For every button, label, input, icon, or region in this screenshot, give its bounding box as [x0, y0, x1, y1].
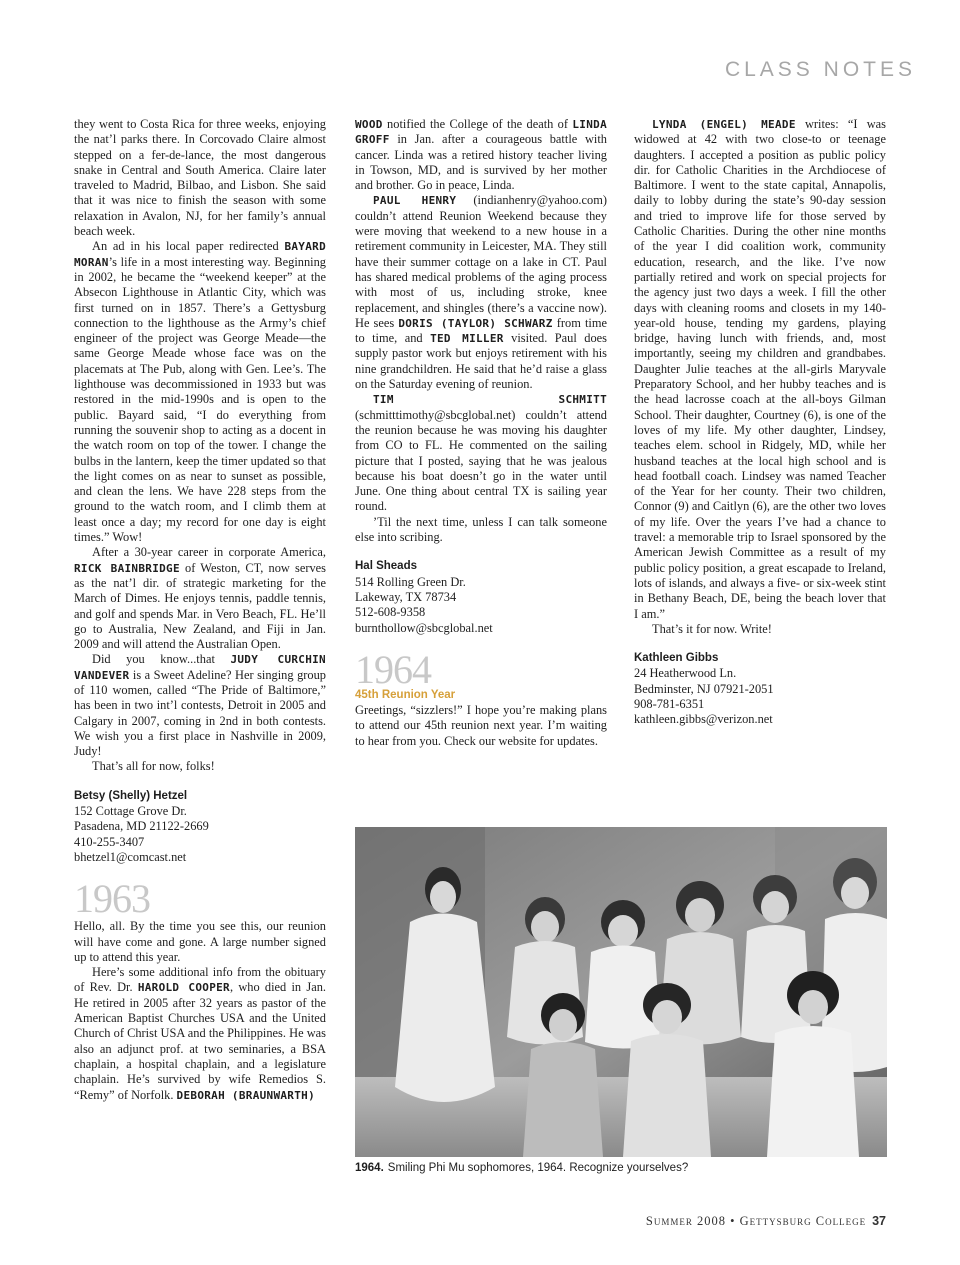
page-footer	[646, 1214, 886, 1229]
note-paragraph: After a 30-year career in corporate America, RICK BAINBRIDGE of Weston, CT, now serves as the nat’l dir. of strategic marketing for the March of Dimes. He enjoys tennis, paddle tennis, and golf and spends Mar. in Vero Beach, FL. He’ll go to Australia, New Zealand, and Fiji in Jan. 2009 and will attend the Australian Open.	[74, 545, 326, 652]
address-line: Lakeway, TX 78734	[355, 589, 457, 604]
note-paragraph: Greetings, “sizzlers!” I hope you’re making plans to attend our 45th reunion next year. I’m waiting to hear from you. Check our website for updates.	[355, 703, 607, 748]
class-secretary-address	[74, 789, 326, 865]
email-line[interactable]: kathleen.gibbs@verizon.net	[634, 712, 773, 727]
phone-line: 512-608-9358	[355, 605, 426, 620]
column-2	[355, 117, 607, 749]
note-paragraph: ’Til the next time, unless I can talk someone else into scribing.	[355, 514, 607, 545]
classmate-name: JUDY CURCHIN VANDEVER	[74, 653, 326, 682]
group-photo	[355, 827, 887, 1157]
note-paragraph: Did you know...that JUDY CURCHIN VANDEVER is a Sweet Adeline? Her singing group of 110 women, called “The Pride of Baltimore,” has been in two int’l contests, Detroit in 2005 and Calgary in 2007, coming in 2nd in both contests. We wish you a first place in Nashville in 2009, Judy!	[74, 652, 326, 759]
classmate-name: TIM SCHMITT	[373, 393, 607, 407]
classmate-name: BAYARD MORAN	[74, 240, 326, 269]
email-line[interactable]: bhetzel1@comcast.net	[74, 849, 187, 864]
note-paragraph: LYNDA (ENGEL) MEADE writes: “I was widowed at 42 with two close-to or teenage daughters. I accepted a position as public policy dir. for Catholic Charities in the Archdiocese of Baltimore. I went to the state capital, Annapolis, daily to lobby during the state’s 90-day session and tried to improve life for those served by Catholic Charities. During the other nine months of the year I did coalition work, community education, research, and the like. I’ve now partially retired and work on special projects for the agency just two days a week. I fill the other days with cleaning rooms and closets in my 140-year-old house, tending my gardens, playing bridge, having lunch with friends, and, most importantly, seeing my children and grandbabes. Daughter Julie teaches at the all-girls Maryvale Preparatory School, and her hubby teaches and is the head lacrosse coach at the all-boys Gilman School. Their daughter, Courtney (6), is one of the loves of my life. My other daughter, Lindsey, teaches elem. school in Ridgely, MD, while her husband teaches at the local high school and is head football coach. Lindsey was named Teacher of the Year for her county. Their two children, Connor (9) and Caitlyn (6), are the other two loves of my life. Over the years I’ve had a chance to travel: a memorable trip to Israel sponsored by the American Jewish Committee as a result of my public policy position, a great escapade to Ireland, lots of islands, and always a five- or six-week stint in Bethany Beach, DE, being the beach lover that I am.”	[634, 117, 886, 621]
page-number: 37	[872, 1214, 886, 1228]
class-year-heading: 1964	[355, 646, 431, 692]
address-line: 24 Heatherwood Ln.	[634, 666, 737, 681]
column-3	[634, 117, 886, 728]
note-paragraph: PAUL HENRY (indianhenry@yahoo.com) couldn’t attend Reunion Weekend because they were moving that weekend to a new house in a retirement community in Leicester, MA. They still have their summer cottage on a lake in CT. Paul has shared medical problems of the aging process with most of us, including stroke, knee replacement, and shingles (there’s a vaccine now). He sees DORIS (TAYLOR) SCHWARZ from time to time, and TED MILLER visited. Paul does supply pastor work but enjoys retirement with his nine grandchildren. He said that he’d raise a glass on the Saturday evening of reunion.	[355, 193, 607, 392]
caption-label: 1964.	[355, 1162, 384, 1174]
note-paragraph: Hello, all. By the time you see this, our reunion will have come and gone. A large number signed up to attend this year.	[74, 919, 326, 964]
note-paragraph: That’s it for now. Write!	[652, 621, 772, 636]
class-secretary-address	[634, 651, 886, 727]
column-1	[74, 117, 326, 1103]
classmate-name: WOOD	[355, 118, 383, 131]
phone-line: 908-781-6351	[634, 696, 705, 711]
classmate-name: HAROLD COOPER	[137, 981, 230, 995]
classmate-name: TED MILLER	[430, 332, 504, 346]
address-line: 514 Rolling Green Dr.	[355, 574, 466, 589]
classmate-name: PAUL HENRY	[373, 194, 457, 208]
address-line: Bedminster, NJ 07921-2051	[634, 681, 774, 696]
classmate-name: LINDA GROFF	[355, 118, 607, 147]
note-paragraph: That’s all for now, folks!	[92, 759, 215, 774]
phone-line: 410-255-3407	[74, 834, 145, 849]
note-paragraph: they went to Costa Rica for three weeks, enjoying the nat’l parks there. In Corcovado Claire almost stepped on a fer-de-lance, the most dangerous snake in Central and South America. Claire later traveled to Madrid, Bilbao, and Lisbon. She said that it was nice to finish the season with some relaxation in Avalon, NJ, for her family’s annual beach week.	[74, 117, 326, 239]
secretary-name: Hal Sheads	[355, 560, 417, 573]
class-secretary-address	[355, 559, 607, 635]
photo-caption	[355, 1162, 887, 1174]
note-paragraph: WOOD notified the College of the death of LINDA GROFF in Jan. after a courageous battle with cancer. Linda was a retired history teacher living in Towson, MD, and is survived by her mother and brother. Go in peace, Linda.	[355, 117, 607, 193]
reunion-year-label: 45th Reunion Year	[355, 688, 456, 701]
email-line[interactable]: burnthollow@sbcglobal.net	[355, 620, 493, 635]
note-paragraph: Here’s some additional info from the obituary of Rev. Dr. HAROLD COOPER, who died in Jan. He retired in 2005 after 32 years as pastor of the American Baptist Churches USA and the United Church of Christ USA and the Philippines. He was also an adjunct prof. at two seminaries, a BSA chaplain, a hospital chaplain, and a legislature chaplain. He’s survived by wife Remedios S. “Remy” of Norfolk. DEBORAH (BRAUNWARTH)	[74, 965, 326, 1102]
note-paragraph: TIM SCHMITT (schmitttimothy@sbcglobal.net) couldn’t attend the reunion because he was moving his daughter from CO to FL. He commented on the sailing picture that I posted, saying that he was jealous because his boat doesn’t go in the water until June. One thing about central TX is sailing year round.	[355, 393, 607, 514]
classmate-name: DEBORAH (BRAUNWARTH)	[176, 1088, 315, 1102]
note-paragraph: An ad in his local paper redirected BAYARD MORAN’s life in a most interesting way. Beginning in 2002, he became the “weekend keeper” at the Absecon Lighthouse in Atlantic City, which was first turned on in 1857. There’s a Gettysburg connection to the lighthouse as the Army’s chief engineer of the project was George Meade—the same George Meade whose face was on the placemats at The Pub, along with Gen. Lee’s. The lighthouse was decommissioned in 1933 but was restored in the mid-1990s and is open to the public. Bayard said, “I do everything from running the souvenir shop to acting as a docent in the watch room on top of the tower. I change the bulbs in the lantern, keep the timer updated so that the light comes on as near to sunset as possible, and clean the lens. We have 228 steps from the ground to the watch room, and I climb them at least once a day; my record for one day is eight times.” Wow!	[74, 239, 326, 545]
class-year-heading: 1963	[74, 876, 150, 922]
footer-publication: Summer 2008 • Gettysburg College	[645, 1214, 867, 1228]
section-title: CLASS NOTES	[724, 58, 916, 81]
classmate-name: RICK BAINBRIDGE	[74, 561, 180, 575]
classmate-name: LYNDA (ENGEL) MEADE	[652, 118, 796, 131]
address-line: Pasadena, MD 21122-2669	[74, 819, 209, 834]
caption-text: Smiling Phi Mu sophomores, 1964. Recognize yourselves?	[387, 1162, 689, 1174]
secretary-name: Betsy (Shelly) Hetzel	[74, 789, 188, 802]
classmate-name: DORIS (TAYLOR) SCHWARZ	[398, 316, 553, 330]
address-line: 152 Cottage Grove Dr.	[74, 804, 187, 819]
secretary-name: Kathleen Gibbs	[634, 652, 719, 665]
